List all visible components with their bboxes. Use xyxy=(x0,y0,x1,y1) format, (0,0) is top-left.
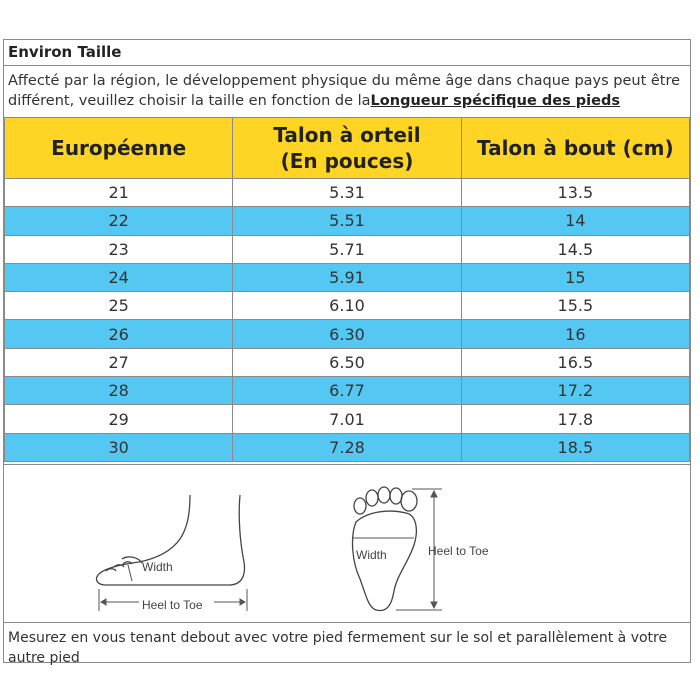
header-europe: Européenne xyxy=(5,118,233,179)
size-table xyxy=(4,117,690,462)
cell-europe: 27 xyxy=(5,348,233,376)
table-row xyxy=(5,377,690,405)
divider xyxy=(4,622,690,623)
cell-cm: 13.5 xyxy=(461,179,689,207)
cell-europe: 26 xyxy=(5,320,233,348)
cell-inches: 7.28 xyxy=(233,433,461,461)
sole-width-label: Width xyxy=(356,548,387,562)
table-row xyxy=(5,292,690,320)
table-header-row xyxy=(5,118,690,179)
size-guide xyxy=(3,39,691,666)
measurement-diagram xyxy=(4,467,690,622)
cell-inches: 5.71 xyxy=(233,235,461,263)
cell-europe: 24 xyxy=(5,263,233,291)
table-body xyxy=(5,179,690,462)
cropped-top-area xyxy=(0,0,700,38)
guide-note xyxy=(8,71,688,111)
foot-illustrations xyxy=(4,467,690,622)
cell-cm: 18.5 xyxy=(461,433,689,461)
cell-inches: 5.91 xyxy=(233,263,461,291)
side-length-label: Heel to Toe xyxy=(142,598,203,612)
cell-europe: 28 xyxy=(5,377,233,405)
cell-inches: 6.77 xyxy=(233,377,461,405)
cell-europe: 21 xyxy=(5,179,233,207)
cell-europe: 29 xyxy=(5,405,233,433)
divider xyxy=(4,464,690,465)
cell-cm: 14 xyxy=(461,207,689,235)
cell-inches: 6.10 xyxy=(233,292,461,320)
table-row xyxy=(5,235,690,263)
table-row xyxy=(5,207,690,235)
cell-inches: 5.51 xyxy=(233,207,461,235)
sole-length-label: Heel to Toe xyxy=(428,544,489,558)
table-row xyxy=(5,263,690,291)
cell-europe: 25 xyxy=(5,292,233,320)
cell-europe: 30 xyxy=(5,433,233,461)
header-cm: Talon à bout (cm) xyxy=(461,118,689,179)
note-emphasis: Longueur spécifique des pieds xyxy=(370,93,620,109)
guide-title: Environ Taille xyxy=(8,43,122,61)
cell-cm: 17.8 xyxy=(461,405,689,433)
cell-europe: 22 xyxy=(5,207,233,235)
cell-inches: 6.30 xyxy=(233,320,461,348)
table-row xyxy=(5,433,690,461)
table-row xyxy=(5,179,690,207)
cell-cm: 15.5 xyxy=(461,292,689,320)
table-row xyxy=(5,320,690,348)
table-row xyxy=(5,405,690,433)
header-inches: Talon à orteil (En pouces) xyxy=(233,118,461,179)
note-text: Affecté par la région, le développement physique du même âge dans chaque pays peut être différent, veuillez choisir la taille en fonction de la xyxy=(8,73,681,109)
side-width-label: Width xyxy=(142,560,173,574)
cell-cm: 15 xyxy=(461,263,689,291)
cell-cm: 14.5 xyxy=(461,235,689,263)
side-width-arrow xyxy=(128,565,132,581)
cell-cm: 17.2 xyxy=(461,377,689,405)
cell-cm: 16.5 xyxy=(461,348,689,376)
measurement-instruction: Mesurez en vous tenant debout avec votre pied fermement sur le sol et parallèlement à votre autre pied xyxy=(8,630,668,666)
cell-inches: 6.50 xyxy=(233,348,461,376)
cell-cm: 16 xyxy=(461,320,689,348)
cell-inches: 5.31 xyxy=(233,179,461,207)
table-row xyxy=(5,348,690,376)
cell-inches: 7.01 xyxy=(233,405,461,433)
divider xyxy=(4,65,690,66)
cell-europe: 23 xyxy=(5,235,233,263)
